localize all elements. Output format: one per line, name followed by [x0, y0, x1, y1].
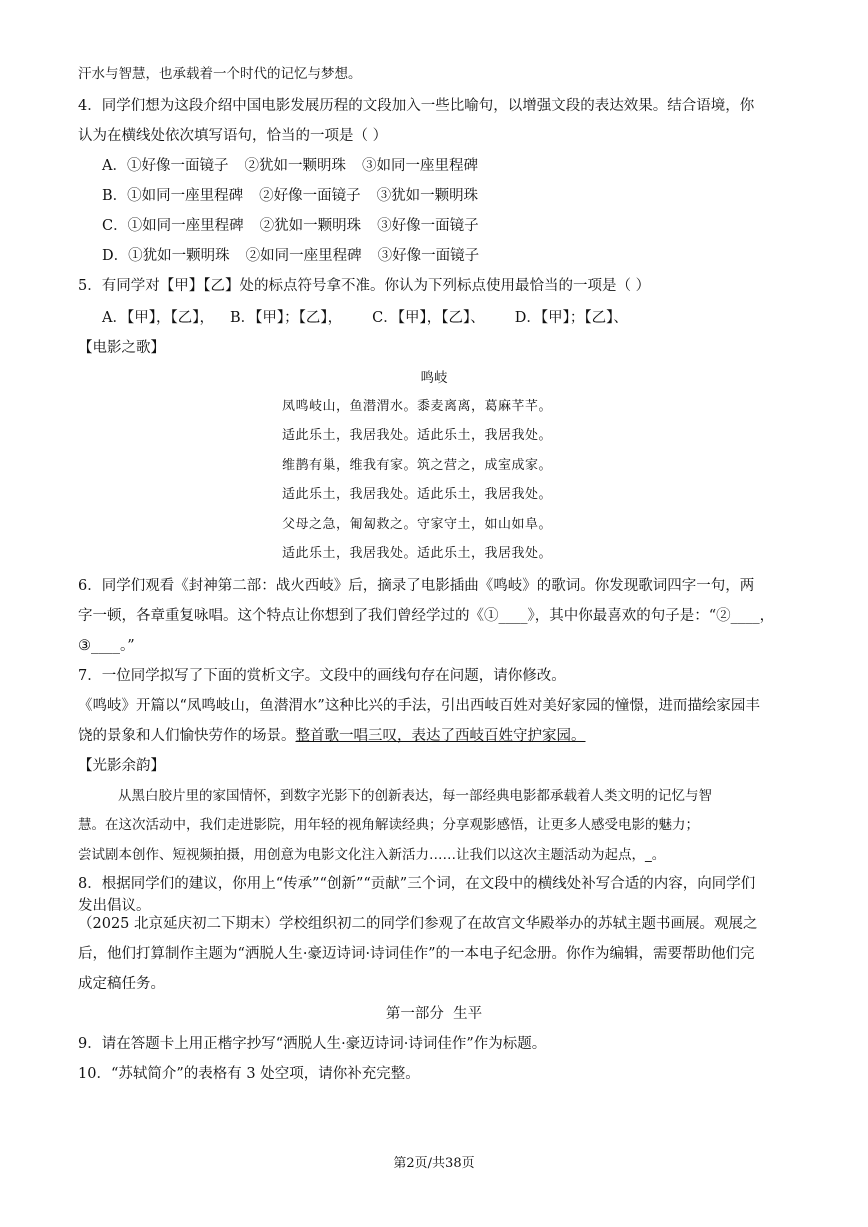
part-heading: 第一部分 生平: [385, 1006, 483, 1022]
poem-title: 鸣岐: [420, 370, 448, 386]
q4-option-b: B．①如同一座里程碑 ②好像一面镜子 ③犹如一颗明珠: [102, 188, 479, 204]
question-9: 9．请在答题卡上用正楷字抄写“洒脱人生·豪迈诗词·诗词佳作”作为标题。: [78, 1036, 547, 1052]
q4-option-a: A．①好像一面镜子 ②犹如一颗明珠 ③如同一座里程碑: [102, 158, 478, 174]
intro-line-1: （2025 北京延庆初二下期末）学校组织初二的同学们参观了在故宫文华殿举办的苏轼主题书画展。观展之: [78, 916, 758, 932]
intro-line-2: 后，他们打算制作主题为“洒脱人生·豪迈诗词·诗词佳作”的一本电子纪念册。你作为编辑，需要帮助他们完: [78, 946, 755, 962]
poem-line: 凤鸣岐山，鱼潜渭水。黍麦离离，葛麻芊芊。: [282, 399, 553, 414]
question-7: 7．一位同学拟写了下面的赏析文字。文段中的画线句存在问题，请你修改。: [78, 668, 566, 684]
question-6-line-3: ③____。”: [78, 638, 135, 654]
q4-option-c: C．①如同一座里程碑 ②犹如一颗明珠 ③好像一面镜子: [102, 218, 479, 234]
poem-line: 适此乐土，我居我处。适此乐土，我居我处。: [282, 546, 553, 561]
section-heading-movie-song: 【电影之歌】: [78, 340, 165, 356]
paragraph-line: 慧。在这次活动中，我们走进影院，用年轻的视角解读经典；分享观影感悟，让更多人感受电影的魅力；: [78, 817, 699, 833]
paragraph-line: 从黑白胶片里的家国情怀，到数字光影下的创新表达，每一部经典电影都承载着人类文明的记忆与智: [118, 788, 712, 804]
text-line: 汗水与智慧，也承载着一个时代的记忆与梦想。: [78, 66, 362, 82]
question-10: 10．“苏轼简介”的表格有 3 处空项，请你补充完整。: [78, 1066, 420, 1082]
question-4-line-1: 4．同学们想为这段介绍中国电影发展历程的文段加入一些比喻句，以增强文段的表达效果。结合语境，你: [78, 98, 755, 114]
question-4-line-2: 认为在横线处依次填写语句，恰当的一项是（ ）: [78, 128, 388, 144]
question-8-line-2: 发出倡议。: [78, 898, 151, 914]
question-8-line-1: 8．根据同学们的建议，你用上“传承”“创新”“贡献”三个词，在文段中的横线处补写合适的内容，向同学们: [78, 876, 756, 892]
page-number-footer: 第2页/共38页: [393, 1156, 475, 1171]
poem-line: 适此乐土，我居我处。适此乐土，我居我处。: [282, 487, 553, 502]
poem-line: 维鹊有巢，维我有家。筑之营之，成室成家。: [282, 458, 553, 473]
paragraph-line: 尝试剧本创作、短视频拍摄，用创意为电影文化注入新活力……让我们以这次主题活动为起点，_。: [78, 847, 666, 863]
q7-passage-line-2: 饶的景象和人们愉快劳作的场景。整首歌一唱三叹，表达了西岐百姓守护家园。: [78, 728, 586, 744]
section-heading-light-shadow: 【光影余韵】: [78, 758, 165, 774]
poem-line: 父母之急，匍匐救之。守家守土，如山如阜。: [282, 517, 553, 532]
underlined-sentence: 整首歌一唱三叹，表达了西岐百姓守护家园。: [295, 728, 586, 744]
intro-line-3: 成定稿任务。: [78, 976, 165, 992]
question-5: 5．有同学对【甲】【乙】处的标点符号拿不准。你认为下列标点使用最恰当的一项是（ ）: [78, 278, 651, 294]
q5-options: A．【甲】，【乙】， B．【甲】；【乙】， C．【甲】，【乙】、 D．【甲】；【乙】、: [102, 310, 628, 326]
question-6-line-1: 6．同学们观看《封神第二部：战火西岐》后，摘录了电影插曲《鸣岐》的歌词。你发现歌词四字一句，两: [78, 578, 755, 594]
q7-passage-line-1: 《鸣岐》开篇以“凤鸣岐山，鱼潜渭水”这种比兴的手法，引出西岐百姓对美好家园的憧憬，进而描绘家园丰: [78, 698, 760, 714]
poem-line: 适此乐土，我居我处。适此乐土，我居我处。: [282, 428, 553, 443]
q4-option-d: D．①犹如一颗明珠 ②如同一座里程碑 ③好像一面镜子: [102, 248, 480, 264]
question-6-line-2: 字一顿，各章重复咏唱。这个特点让你想到了我们曾经学过的《①____》，其中你最喜欢的句子是：“②____，: [78, 608, 775, 624]
